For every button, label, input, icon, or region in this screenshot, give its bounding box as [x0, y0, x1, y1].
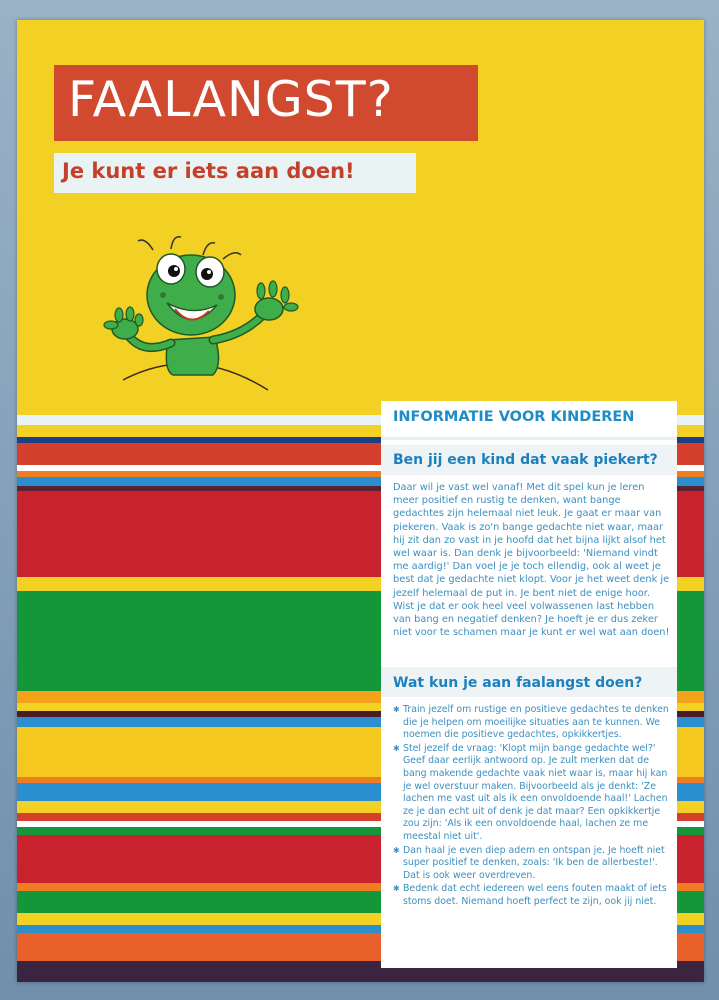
page-subtitle: Je kunt er iets aan doen! [62, 159, 355, 183]
page-title: FAALANGST? [68, 71, 394, 128]
list-item: ✱ Train jezelf om rustige en positieve gedachtes te denken die je helpen om moeilijke situaties aan te kunnen. We noemen die positieve gedachtes, opkikkertjes. [393, 704, 669, 741]
section-title-help: Wat kun je aan faalangst doen? [393, 675, 643, 691]
title-banner [54, 65, 478, 141]
list-item: ✱ Bedenk dat echt iedereen wel eens fouten maakt of iets stoms doet. Niemand hoeft perfect te zijn, ook jij niet. [393, 883, 667, 907]
list-item: ✱ Dan haal je even diep adem en ontspan je. Je hoeft niet super positief te denken, zoals: 'Ik ben de allerbeste!'. Dat is ook weer overdreven. [393, 844, 665, 881]
asterisk-bullet-icon: ✱ [393, 743, 400, 753]
info-card [381, 401, 677, 968]
info-card-heading: INFORMATIE VOOR KINDEREN [393, 409, 635, 425]
list-item: ✱ Stel jezelf de vraag: 'Klopt mijn bange gedachte wel?' Geef daar eerlijk antwoord op. Je zult merken dat de bang makende gedachte vaak niet waar is, maar hij kan je wel overstuur maken. Bijvoorbeeld als je denkt: 'Ze lachen me vast uit als ik een onvoldoende haal!' Lachen ze je dan echt uit of denk je dat maar? Een opkikkertje zou zijn: 'Als ik een onvoldoende haal, lachen ze me meestal niet uit'. [393, 742, 668, 842]
frog-mascot-icon [83, 225, 313, 405]
asterisk-bullet-icon: ✱ [393, 705, 400, 714]
asterisk-bullet-icon: ✱ [393, 884, 400, 894]
divider [381, 437, 677, 440]
asterisk-bullet-icon: ✱ [393, 845, 400, 855]
section-text-worry: Daar wil je vast wel vanaf! Met dit spel kun je leren meer positief en rustig te denken, want bange gedachtes zijn helemaal niet leuk. Je gaat er maar van piekeren. Vaak is zo'n bange gedachte niet waar, maar hij zit dan zo vast in je hoofd dat het bijna lijkt alsof het wel waar is. Dan denk je bijvoorbeeld: 'Niemand vindt me aardig!' Dan voel je je toch ellendig, ook al weet je best dat je gedachte niet klopt. Voor je het weet denk je jezelf helemaal de put in. Je bent niet de enige hoor. Wist je dat er ook heel veel volwassenen last hebben van bang en negatief denken? Je hoeft je er dus zeker niet voor te schamen maar je kunt er wel wat aan doen! [393, 482, 670, 639]
poster-page [17, 20, 704, 982]
section-title-worry: Ben jij een kind dat vaak piekert? [393, 452, 658, 468]
tips-list [393, 704, 671, 910]
subtitle-banner [54, 153, 416, 193]
